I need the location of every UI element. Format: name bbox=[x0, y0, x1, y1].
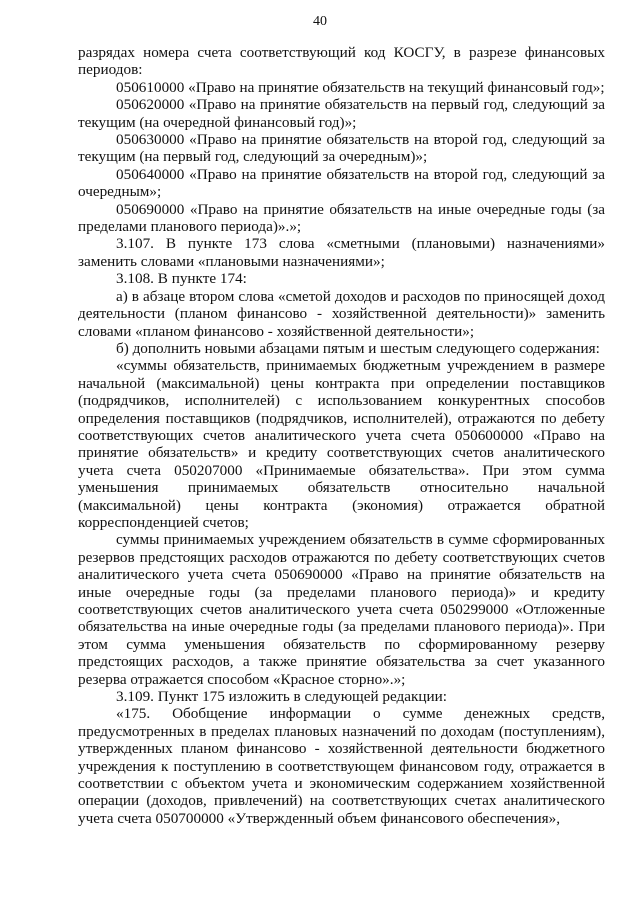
paragraph: 3.108. В пункте 174: bbox=[116, 270, 247, 288]
paragraph: 3.109. Пункт 175 изложить в следующей редакции: bbox=[116, 688, 447, 706]
document-body bbox=[78, 44, 605, 827]
paragraph: 3.107. В пункте 173 слова «сметными (плановыми) назначениями» заменить словами «плановыми назначениями»; bbox=[78, 235, 605, 270]
paragraph: разрядах номера счета соответствующий код КОСГУ, в разрезе финансовых периодов: bbox=[78, 44, 605, 79]
paragraph: 050640000 «Право на принятие обязательств на второй год, следующий за очередным»; bbox=[78, 165, 605, 201]
page-number: 40 bbox=[313, 14, 327, 29]
paragraph: 050620000 «Право на принятие обязательств на первый год, следующий за текущим (на очередной финансовый год)»; bbox=[78, 96, 605, 131]
paragraph: «175. Обобщение информации о сумме денежных средств, предусмотренных в пределах плановых назначений по доходам (поступлениям), утвержденных планом финансово - хозяйственной деятельности бюджетного учреждения к поступлению в соответствующем финансовом году, отражается в соответствии с объектом учета и экономическим содержанием хозяйственной операции (доходов, привлечений) на соответствующих счетах аналитического учета счета 050700000 «Утвержденный объем финансового обеспечения», bbox=[78, 705, 605, 827]
paragraph: б) дополнить новыми абзацами пятым и шестым следующего содержания: bbox=[116, 339, 600, 357]
paragraph: 050690000 «Право на принятие обязательств на иные очередные годы (за пределами планового периода)».»; bbox=[78, 200, 605, 236]
paragraph: «суммы обязательств, принимаемых бюджетным учреждением в размере начальной (максимальной) цены контракта при определении поставщиков (подрядчиков, исполнителей) с использованием конкурентных способов определения поставщиков (подрядчиков, исполнителей), отражаются по дебету соответствующих счетов аналитического учета счета 050600000 «Право на принятие обязательств» и кредиту соответствующих счетов аналитического учета счета 050207000 «Принимаемые обязательства». При этом сумма уменьшения принимаемых обязательств относительно начальной (максимальной) цены контракта (экономия) отражается обратной корреспонденцией счетов; bbox=[78, 357, 605, 531]
paragraph: 050610000 «Право на принятие обязательств на текущий финансовый год»; bbox=[116, 78, 605, 96]
paragraph: суммы принимаемых учреждением обязательств в сумме сформированных резервов предстоящих расходов отражаются по дебету соответствующих счетов аналитического учета счета 050690000 «Право на принятие обязательств на иные очередные годы (за пределами планового периода)» и кредиту соответствующих счетов аналитического учета счета 050299000 «Отложенные обязательства на иные очередные годы (за пределами планового периода)». При этом сумма уменьшения обязательств по сформированному резерву предстоящих расходов, а также принятие обязательства за счет указанного резерва отражается способом «Красное сторно».»; bbox=[78, 531, 605, 688]
paragraph: 050630000 «Право на принятие обязательств на второй год, следующий за текущим (на первый год, следующий за очередным)»; bbox=[78, 131, 605, 166]
paragraph: а) в абзаце втором слова «сметой доходов и расходов по приносящей доход деятельности (планом финансово - хозяйственной деятельности)» заменить словами «планом финансово - хозяйственной деятельности»; bbox=[78, 287, 605, 340]
